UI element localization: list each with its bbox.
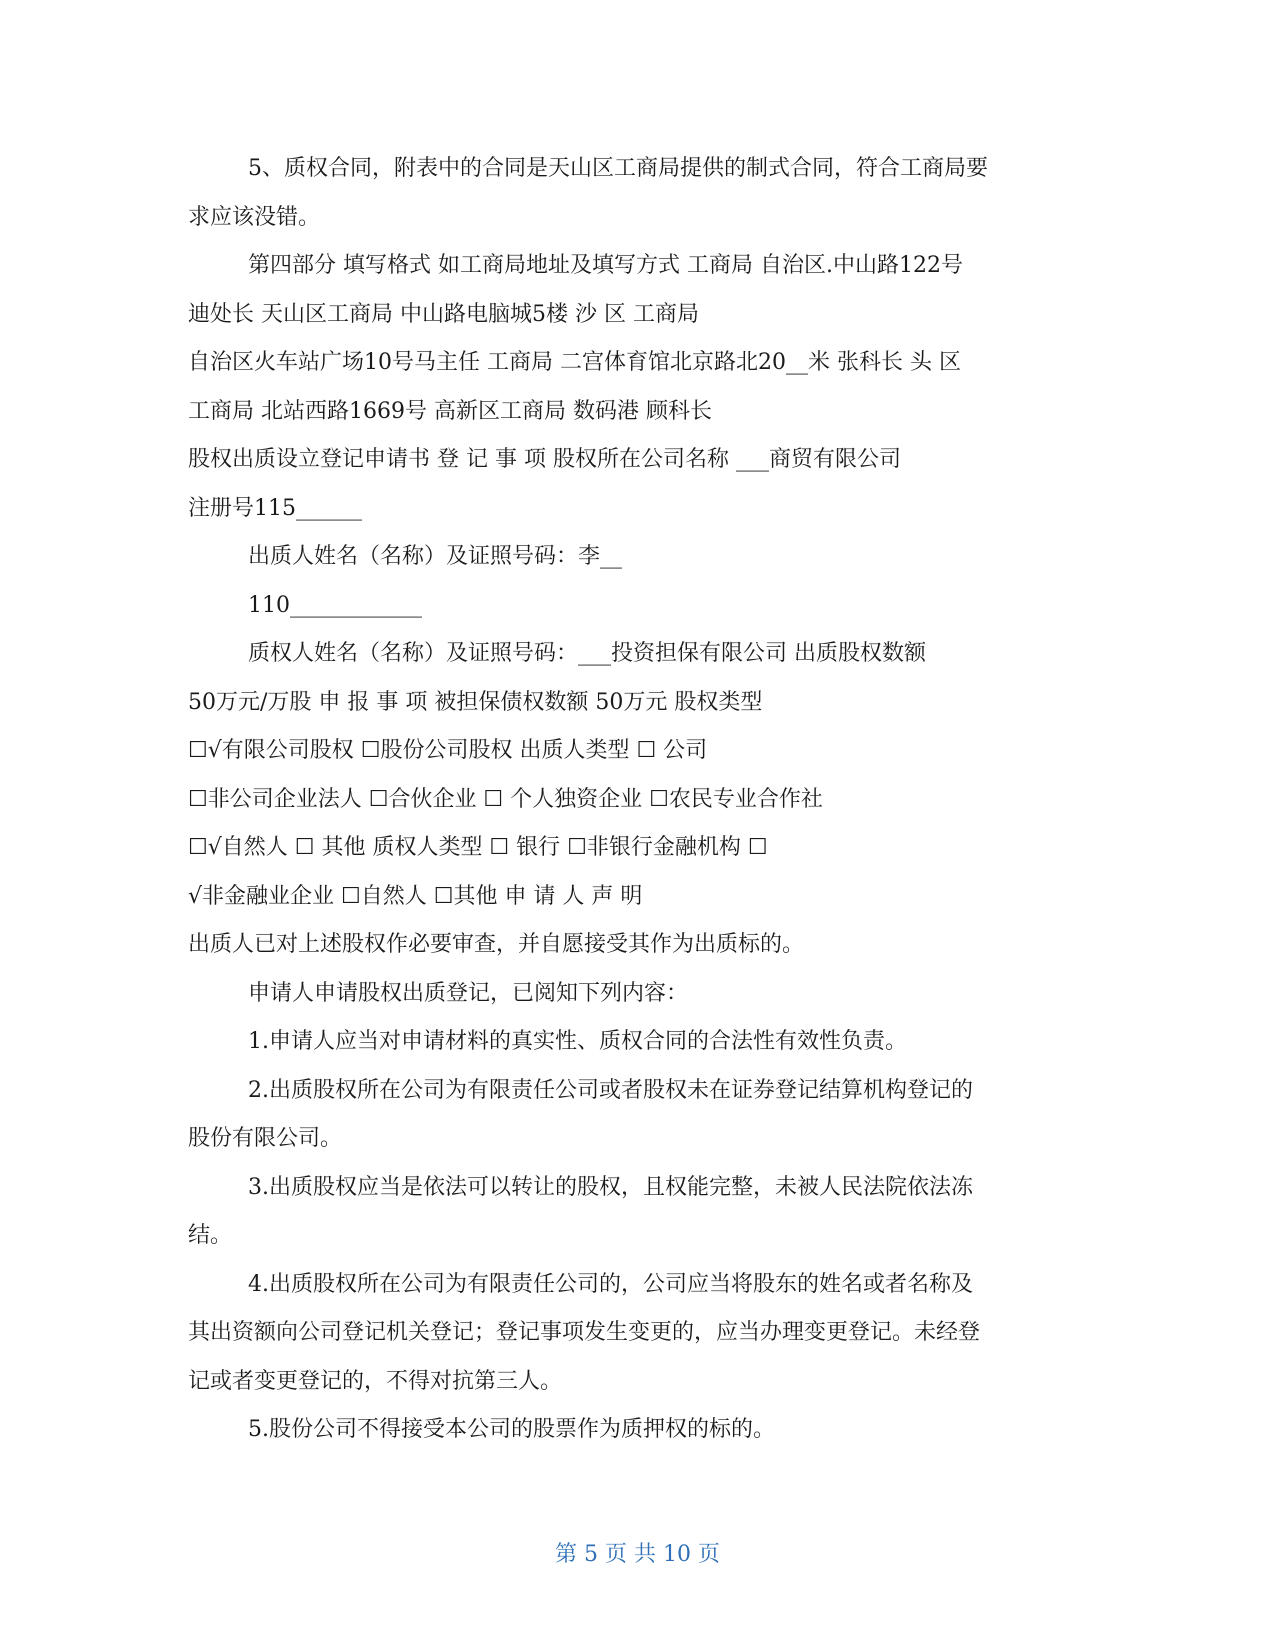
form-checkbox-line: √非金融业企业 ☐自然人 ☐其他 申 请 人 声 明 bbox=[188, 883, 643, 909]
numbered-item: 1.申请人应当对申请材料的真实性、质权合同的合法性有效性负责。 bbox=[248, 1029, 907, 1054]
paragraph-line: 股份有限公司。 bbox=[188, 1126, 343, 1151]
paragraph-line: 50万元/万股 申 报 事 项 被担保债权数额 50万元 股权类型 bbox=[188, 689, 763, 715]
numbered-item: 5.股份公司不得接受本公司的股票作为质押权的标的。 bbox=[248, 1417, 775, 1442]
paragraph-line: 110____________ bbox=[248, 592, 422, 618]
paragraph-line: 股权出质设立登记申请书 登 记 事 项 股权所在公司名称 ___商贸有限公司 bbox=[188, 447, 901, 472]
numbered-item: 4.出质股权所在公司为有限责任公司的，公司应当将股东的姓名或者名称及 bbox=[248, 1271, 973, 1297]
paragraph-line: 第四部分 填写格式 如工商局地址及填写方式 工商局 自治区.中山路122号 bbox=[248, 253, 963, 278]
numbered-item: 3.出质股权应当是依法可以转让的股权，且权能完整，未被人民法院依法冻 bbox=[248, 1174, 973, 1200]
paragraph-line: 记或者变更登记的，不得对抗第三人。 bbox=[188, 1368, 563, 1394]
paragraph-line: 注册号115______ bbox=[188, 495, 362, 521]
paragraph-line: 其出资额向公司登记机关登记；登记事项发生变更的，应当办理变更登记。未经登 bbox=[188, 1320, 981, 1345]
paragraph-line: 求应该没错。 bbox=[188, 204, 321, 230]
form-checkbox-line: ☐√自然人 ☐ 其他 质权人类型 ☐ 银行 ☐非银行金融机构 ☐ bbox=[188, 835, 768, 860]
paragraph-line: 质权人姓名（名称）及证照号码：___投资担保有限公司 出质股权数额 bbox=[248, 641, 926, 666]
form-checkbox-line: ☐非公司企业法人 ☐合伙企业 ☐ 个人独资企业 ☐农民专业合作社 bbox=[188, 786, 823, 812]
paragraph-line: 出质人姓名（名称）及证照号码：李__ bbox=[248, 544, 623, 569]
paragraph-line: 工商局 北站西路1669号 高新区工商局 数码港 顾科长 bbox=[188, 398, 712, 424]
paragraph-line: 5、质权合同，附表中的合同是天山区工商局提供的制式合同，符合工商局要 bbox=[248, 156, 988, 181]
document-body bbox=[188, 145, 1088, 1455]
paragraph-line: 结。 bbox=[188, 1223, 233, 1248]
paragraph-line: 自治区火车站广场10号马主任 工商局 二宫体育馆北京路北20__米 张科长 头 区 bbox=[188, 350, 961, 375]
page-number-footer: 第 5 页 共 10 页 bbox=[555, 1542, 720, 1567]
paragraph-line: 出质人已对上述股权作必要审查，并自愿接受其作为出质标的。 bbox=[188, 932, 805, 957]
numbered-item: 2.出质股权所在公司为有限责任公司或者股权未在证券登记结算机构登记的 bbox=[248, 1077, 973, 1103]
form-checkbox-line: ☐√有限公司股权 ☐股份公司股权 出质人类型 ☐ 公司 bbox=[188, 738, 708, 763]
paragraph-line: 迪处长 天山区工商局 中山路电脑城5楼 沙 区 工商局 bbox=[188, 301, 699, 327]
paragraph-line: 申请人申请股权出质登记，已阅知下列内容： bbox=[248, 980, 689, 1006]
